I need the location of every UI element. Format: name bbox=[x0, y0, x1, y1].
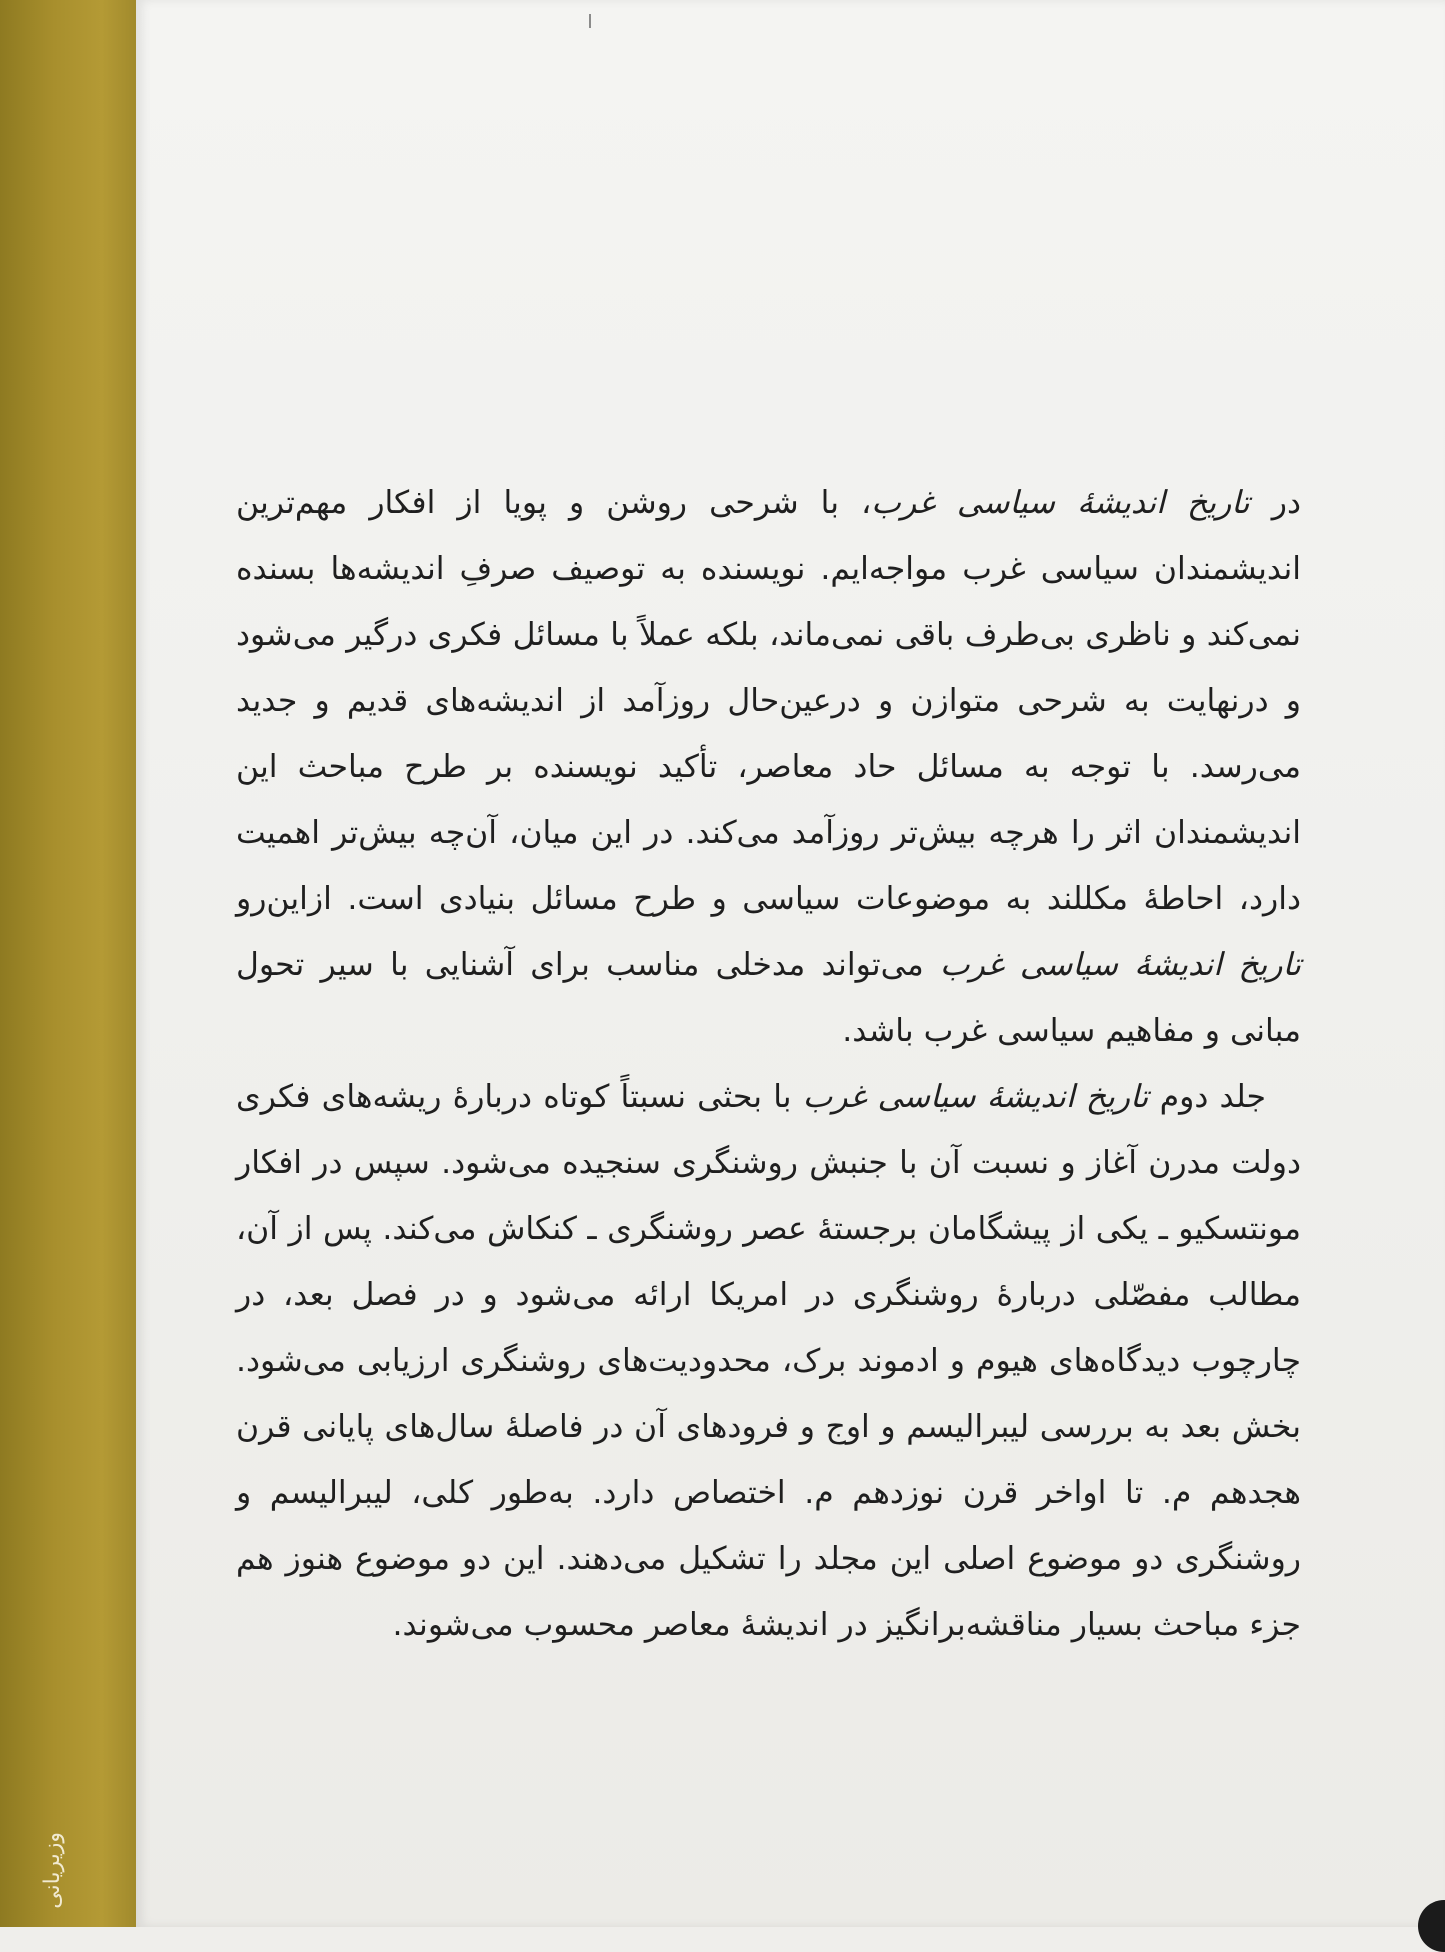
blurb-text bbox=[236, 470, 1301, 1658]
p1-seg-2: ، با شرحی روشن و پویا از افکار مهم‌ترین اندیشمندان سیاسی غرب مواجه‌ایم. نویسنده به توصیف صرفِ اندیشه‌ها بسنده نمی‌کند و ناظری بی‌طرف باقی نمی‌ماند، بلکه عملاً با مسائل فکری درگیر می‌شود و درنهایت به شرحی متوازن و درعین‌حال روزآمد از اندیشه‌های قدیم و جدید می‌رسد. با توجه به مسائل حاد معاصر، تأکید نویسنده بر طرح مباحث این اندیشمندان اثر را هرچه بیش‌تر روزآمد می‌کند. در این میان، آن‌چه بیش‌تر اهمیت دارد، احاطهٔ مکللند به موضوعات سیاسی و طرح مسائل بنیادی است. ازاین‌رو bbox=[236, 485, 1301, 917]
p1-seg-3: می‌تواند مدخلی مناسب برای آشنایی با سیر تحول مبانی و مفاهیم سیاسی غرب باشد. bbox=[236, 947, 1301, 1049]
p2-seg-2: با بحثی نسبتاً کوتاه دربارهٔ ریشه‌های فکری دولت مدرن آغاز و نسبت آن با جنبش روشنگری سنجیده می‌شود. سپس در افکار مونتسکیو ـ یکی از پیشگامان برجستهٔ عصر روشنگری ـ کنکاش می‌کند. پس از آن، مطالب مفصّلی دربارهٔ روشنگری در امریکا ارائه می‌شود و در فصل بعد، در چارچوب دیدگاه‌های هیوم و ادموند برک، محدودیت‌های روشنگری ارزیابی می‌شود. بخش بعد به بررسی لیبرالیسم و اوج و فرودهای آن در فاصلهٔ سال‌های پایانی قرن هجدهم م. تا اواخر قرن نوزدهم م. اختصاص دارد. به‌طور کلی، لیبرالیسم و روشنگری دو موضوع اصلی این مجلد را تشکیل می‌دهند. این دو موضوع هنوز هم جزء مباحث بسیار مناقشه‌برانگیز در اندیشهٔ معاصر محسوب می‌شوند. bbox=[236, 1079, 1301, 1643]
book-title-ref: تاریخ اندیشهٔ سیاسی غرب bbox=[871, 485, 1250, 521]
p1-seg-1: در bbox=[1249, 485, 1301, 521]
print-mark bbox=[589, 14, 591, 28]
book-spine bbox=[0, 0, 136, 1927]
p2-seg-1: جلد دوم bbox=[1148, 1079, 1266, 1115]
book-title-ref: تاریخ اندیشهٔ سیاسی غرب bbox=[940, 947, 1301, 983]
paragraph-1 bbox=[236, 470, 1301, 1064]
book-title-ref: تاریخ اندیشهٔ سیاسی غرب bbox=[802, 1079, 1149, 1115]
spine-author-text: وزیریانی bbox=[40, 1832, 65, 1909]
paragraph-2 bbox=[236, 1064, 1301, 1658]
